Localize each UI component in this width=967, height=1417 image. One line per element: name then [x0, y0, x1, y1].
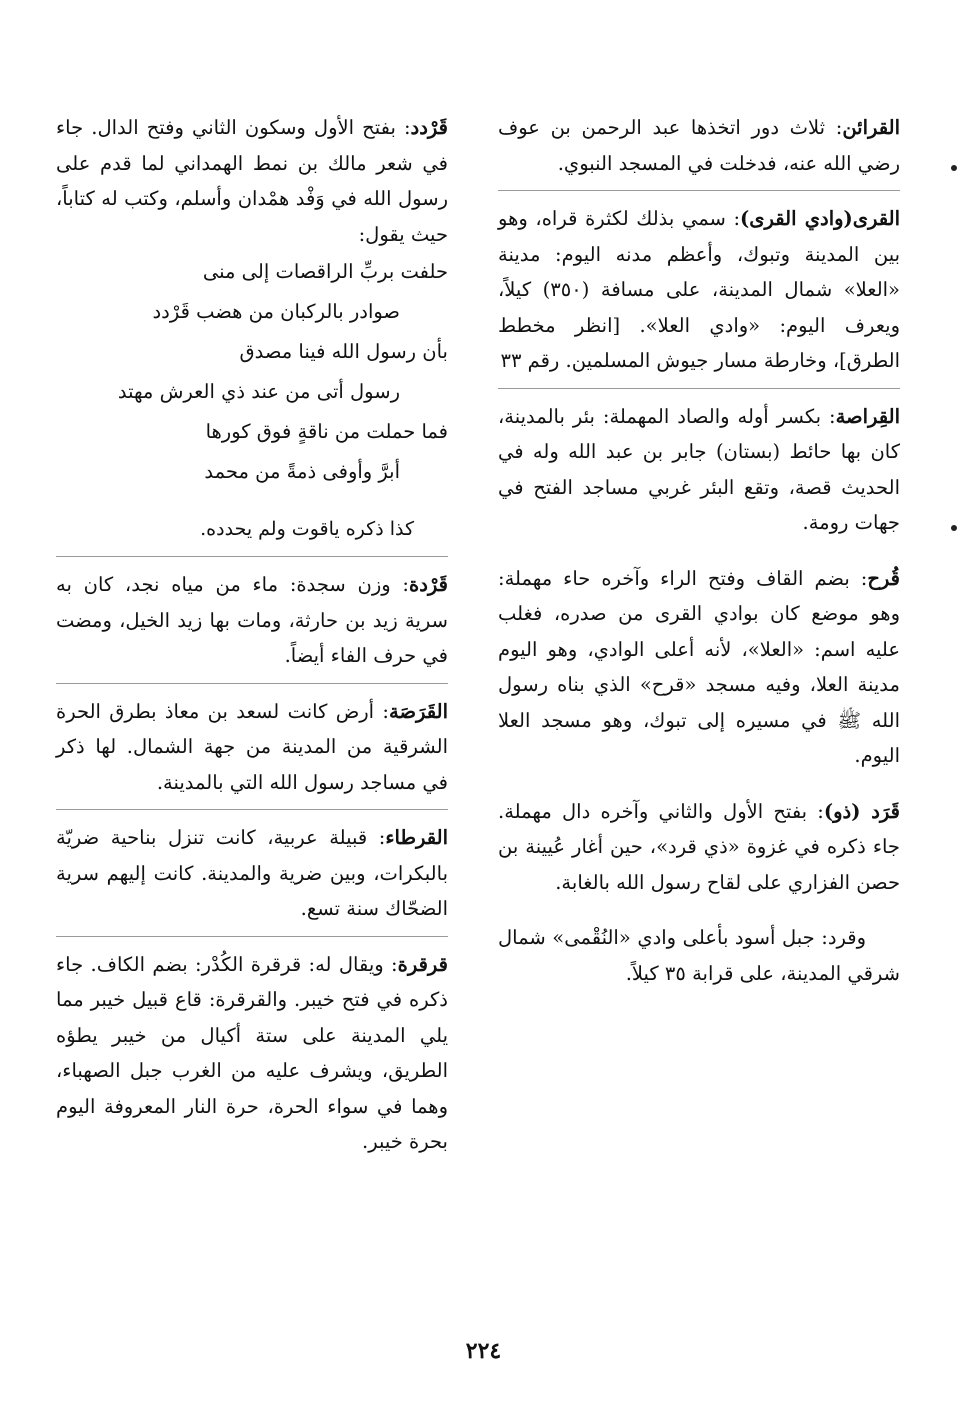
poem-verse: فما حملت من ناقةٍ فوق كورها: [205, 420, 448, 443]
entry-qaraen: [498, 110, 900, 181]
poem: [56, 252, 448, 492]
entry-headword: قرقرة: [397, 952, 448, 976]
entry-divider: [498, 190, 900, 191]
entry-qarad-mountain: [498, 920, 900, 991]
entry-headword: القَرَصَة: [389, 699, 448, 723]
entry-headword: قَرْدد: [410, 116, 448, 139]
margin-mark: [951, 525, 957, 531]
entry-divider: [56, 556, 448, 557]
entry-text: : ثلاث دور اتخذها عبد الرحمن بن عوف رضي الله عنه، فدخلت في المسجد النبوي.: [498, 116, 900, 175]
entry-qarasa: [56, 694, 448, 801]
poem-note: كذا ذكره ياقوت ولم يحدده.: [200, 518, 414, 540]
poem-verse: أبرَّ وأوفى ذمةً من محمد: [204, 460, 400, 483]
entry-qurh: [498, 561, 900, 774]
entry-divider: [56, 809, 448, 810]
entry-headword: قُرح: [867, 566, 900, 590]
entry-qarqara: [56, 947, 448, 1160]
entry-divider: [498, 388, 900, 389]
entry-gap: [498, 541, 900, 561]
poem-verse: بأن رسول الله فينا مصدق: [239, 340, 448, 363]
entry-text: : أرض كانت لسعد بن معاذ بطرق الحرة الشرقية من المدينة من جهة الشمال. لها ذكر في مساجد رسول الله التي بالمدينة.: [56, 699, 448, 794]
entry-qarad: [498, 794, 900, 901]
entry-headword: قَرَد (ذو): [823, 799, 900, 823]
entry-text: : بكسر أوله والصاد المهملة: بئر بالمدينة، كان بها حائط (بستان) جابر بن عبد الله وله في الحديث قصة، وتقع البئر غربي مساجد الفتح في جهات رومة.: [498, 404, 900, 534]
entry-text: : قبيلة عربية، كانت تنزل بناحية ضريّة بالبكرات، وبين ضرية والمدينة. كانت إليهم سرية الضحّاك سنة تسع.: [56, 826, 448, 920]
entry-divider: [56, 683, 448, 684]
margin-mark: [951, 165, 957, 171]
left-column: [56, 110, 448, 1160]
entry-qurata: [56, 820, 448, 927]
entry-headword: القرطاء: [385, 826, 448, 849]
poem-verse: صوادر بالركبان من هضب قَرْدد: [152, 300, 400, 323]
entry-gap: [498, 900, 900, 920]
entry-qirasa: [498, 399, 900, 541]
entry-headword: القرائن: [842, 116, 900, 139]
page-number: ٢٢٤: [465, 1338, 502, 1364]
right-column: [498, 110, 900, 991]
entry-headword: قَرْدة: [409, 573, 448, 596]
entry-text: : سمي بذلك لكثرة قراه، وهو بين المدينة وتبوك، وأعظم مدنه اليوم: مدينة «العلا» شمال المدينة، على مسافة (٣٥٠) كيلاً، ويعرف اليوم: «وادي العلا». [انظر مخطط الطرق]، وخارطة مسار جيوش المسلمين. رقم ٣٣: [498, 207, 900, 372]
entry-qardad: [56, 110, 448, 252]
entry-divider: [56, 936, 448, 937]
entry-gap: [498, 774, 900, 794]
entry-qura: [498, 201, 900, 379]
entry-qarda: [56, 567, 448, 674]
entry-text: : بضم القاف وفتح الراء وآخره حاء مهملة: وهو موضع كان بوادي القرى من صدره، فغلب عليه اسم: «العلا»، لأنه أعلى الوادي، وهو اليوم مدينة العلا، وفيه مسجد «قرح» الذي بناه رسول الله ﷺ في مسيره إلى تبوك، وهو مسجد العلا اليوم.: [498, 566, 900, 767]
entry-text: : بفتح الأول وسكون الثاني وفتح الدال. جاء في شعر مالك بن نمط الهمداني لما قدم على رسول الله في وَفْد همْدان وأسلم، وكتب له كتاباً، حيث يقول:: [56, 116, 448, 246]
entry-headword: القرى(وادي القرى): [740, 207, 901, 230]
entry-text: وقرد: جبل أسود بأعلى وادي «النُقْمى» شمال شرقي المدينة، على قرابة ٣٥ كيلاً.: [498, 926, 900, 985]
entry-text: : بفتح الأول والثاني وآخره دال مهملة. جاء ذكره في غزوة «ذي قرد»، حين أغار عُيينة بن حصن الفزاري على لقاح رسول الله بالغابة.: [498, 799, 900, 894]
poem-verse: رسول أتى من عند ذي العرش مهتد: [117, 380, 400, 403]
entry-headword: القِراصة: [835, 404, 900, 428]
entry-text: : وزن سجدة: ماء من مياه نجد، كان به سرية زيد بن حارثة، ومات بها زيد الخيل، ومضت في حرف الفاء أيضاً.: [56, 573, 448, 667]
poem-verse: حلفت بربِّ الراقصات إلى منى: [202, 260, 448, 283]
entry-text: : ويقال له: قرقرة الكُدْر: بضم الكاف. جاء ذكره في فتح خيبر. والقرقرة: قاع قبيل خيبر مما يلي المدينة على ستة أكيال من خيبر يطؤه الطريق، ويشرف عليه من الغرب جبل الصهباء، وهما في سواء الحرة، حرة النار المعروفة اليوم بحرة خيبر.: [56, 952, 448, 1153]
